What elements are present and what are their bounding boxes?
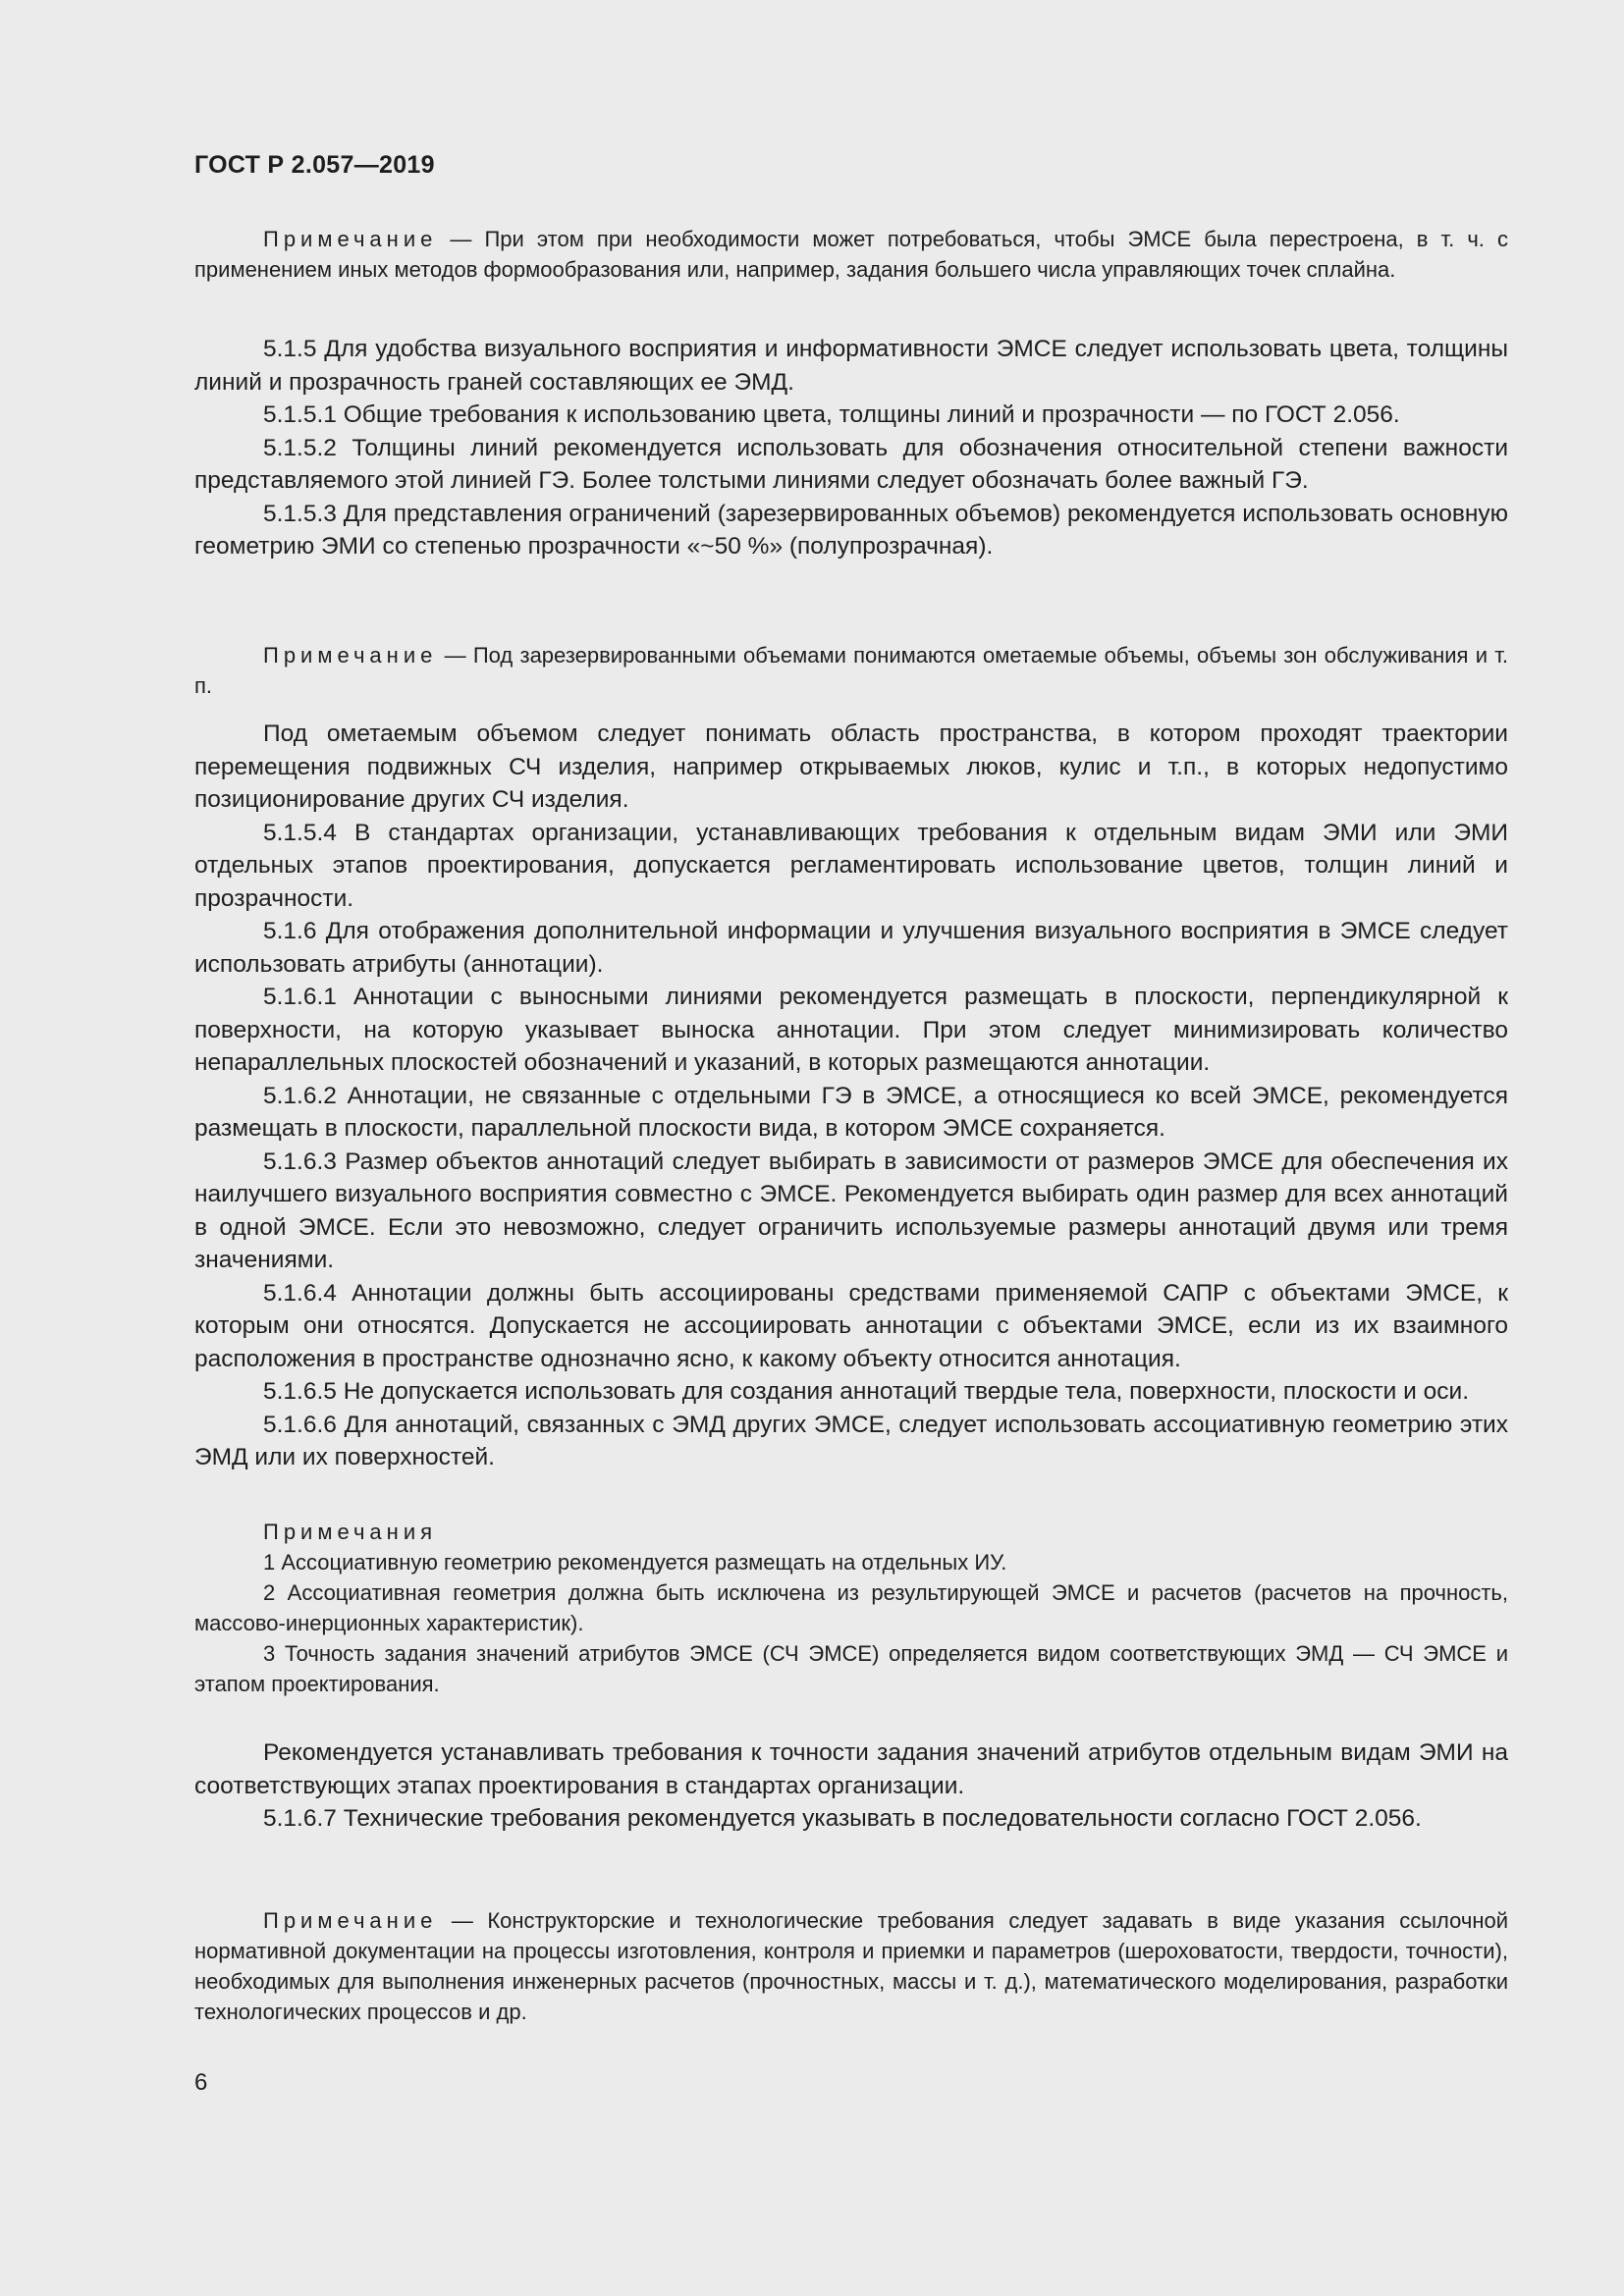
paragraph-accuracy: Рекомендуется устанавливать требования к точности задания значений атрибутов отдельным видам ЭМИ на соответствующих этапах проектирования в стандартах организации. [194, 1739, 1508, 1799]
paragraph-5-1-6-2: 5.1.6.2 Аннотации, не связанные с отдельными ГЭ в ЭМСЕ, а относящиеся ко всей ЭМСЕ, рекомендуется размещать в плоскости, параллельной плоскости вида, в котором ЭМСЕ сохраняется. [194, 1082, 1508, 1142]
section-5-1-5 [194, 333, 1508, 563]
note-text: — При этом при необходимости может потребоваться, чтобы ЭМСЕ была перестроена, в т. ч. с применением иных методов формообразования или, например, задания большего числа управляющих точек сплайна. [194, 227, 1508, 282]
note-paragraph [194, 1905, 1508, 2027]
note-paragraph [194, 640, 1508, 701]
note-block-1 [194, 224, 1508, 285]
paragraph-5-1-6-7: 5.1.6.7 Технические требования рекомендуется указывать в последовательности согласно ГОСТ 2.056. [263, 1805, 1422, 1832]
notes-block-3 [194, 1517, 1508, 1699]
paragraph-5-1-6-3: 5.1.6.3 Размер объектов аннотаций следует выбирать в зависимости от размеров ЭМСЕ для обеспечения их наилучшего визуального восприятия совместно с ЭМСЕ. Рекомендуется выбирать один размер для всех аннотаций в одной ЭМСЕ. Если это невозможно, следует ограничить используемые размеры аннотаций двумя или тремя значениями. [194, 1148, 1508, 1273]
note-item-2: 2 Ассоциативная геометрия должна быть исключена из результирующей ЭМСЕ и расчетов (расчетов на прочность, массово-инерционных характеристик). [194, 1580, 1508, 1635]
paragraph-swept-volume: Под ометаемым объемом следует понимать область пространства, в котором проходят траектории перемещения подвижных СЧ изделия, например открываемых люков, кулис и т.п., в которых недопустимо позиционирование других СЧ изделия. [194, 721, 1508, 813]
paragraph-5-1-6: 5.1.6 Для отображения дополнительной информации и улучшения визуального восприятия в ЭМСЕ следует использовать атрибуты (аннотации). [194, 918, 1508, 978]
paragraph-5-1-5-4: 5.1.5.4 В стандартах организации, устанавливающих требования к отдельным видам ЭМИ или ЭМИ отдельных этапов проектирования, допускается регламентировать использование цветов, толщин линий и прозрачности. [194, 819, 1508, 912]
paragraph-5-1-5-2: 5.1.5.2 Толщины линий рекомендуется использовать для обозначения относительной степени важности представляемого этой линией ГЭ. Более толстыми линиями следует обозначать более важный ГЭ. [194, 434, 1508, 494]
note-item-3: 3 Точность задания значений атрибутов ЭМСЕ (СЧ ЭМСЕ) определяется видом соответствующих ЭМД — СЧ ЭМСЕ и этапом проектирования. [194, 1641, 1508, 1696]
note-text: — Под зарезервированными объемами понимаются ометаемые объемы, объемы зон обслуживания и т. п. [194, 643, 1508, 698]
paragraph-5-1-5-1: 5.1.5.1 Общие требования к использованию цвета, толщины линий и прозрачности — по ГОСТ 2.056. [263, 401, 1400, 428]
note-paragraph [194, 224, 1508, 285]
paragraph-5-1-5: 5.1.5 Для удобства визуального восприятия и информативности ЭМСЕ следует использовать цвета, толщины линий и прозрачность граней составляющих ее ЭМД. [194, 336, 1508, 396]
note-item-1: 1 Ассоциативную геометрию рекомендуется размещать на отдельных ИУ. [263, 1550, 1007, 1575]
paragraph-5-1-6-4: 5.1.6.4 Аннотации должны быть ассоциированы средствами применяемой САПР с объектами ЭМСЕ, к которым они относятся. Допускается не ассоциировать аннотации с объектами ЭМСЕ, если из их взаимного расположения в пространстве однозначно ясно, к какому объекту относится аннотация. [194, 1279, 1508, 1372]
note-block-2 [194, 640, 1508, 701]
note-label: Примечание [263, 1908, 438, 1933]
note-label: Примечание [263, 643, 438, 667]
section-5-1-6 [194, 718, 1508, 1474]
paragraph-5-1-6-6: 5.1.6.6 Для аннотаций, связанных с ЭМД других ЭМСЕ, следует использовать ассоциативную геометрию этих ЭМД или их поверхностей. [194, 1411, 1508, 1470]
note-label: Примечание [263, 227, 438, 251]
document-code-header: ГОСТ Р 2.057—2019 [194, 151, 435, 179]
note-text: — Конструкторские и технологические требования следует задавать в виде указания ссылочной нормативной документации на процессы изготовления, контроля и приемки и параметров (шероховатости, твердости, точности), необходимых для выполнения инженерных расчетов (прочностных, массы и т. д.), математического моделирования, разработки технологических процессов и др. [194, 1908, 1508, 2024]
paragraph-5-1-6-1: 5.1.6.1 Аннотации с выносными линиями рекомендуется размещать в плоскости, перпендикулярной к поверхности, на которую указывает выноска аннотации. При этом следует минимизировать количество непараллельных плоскостей обозначений и указаний, в которых размещаются аннотации. [194, 984, 1508, 1076]
paragraph-5-1-6-5: 5.1.6.5 Не допускается использовать для создания аннотаций твердые тела, поверхности, плоскости и оси. [263, 1378, 1470, 1405]
page-number: 6 [194, 2069, 208, 2096]
note-block-4 [194, 1905, 1508, 2027]
paragraph-5-1-5-3: 5.1.5.3 Для представления ограничений (зарезервированных объемов) рекомендуется использовать основную геометрию ЭМИ со степенью прозрачности «~50 %» (полупрозрачная). [194, 500, 1508, 560]
notes-label: Примечания [263, 1520, 438, 1544]
section-5-1-6-7 [194, 1736, 1508, 1836]
